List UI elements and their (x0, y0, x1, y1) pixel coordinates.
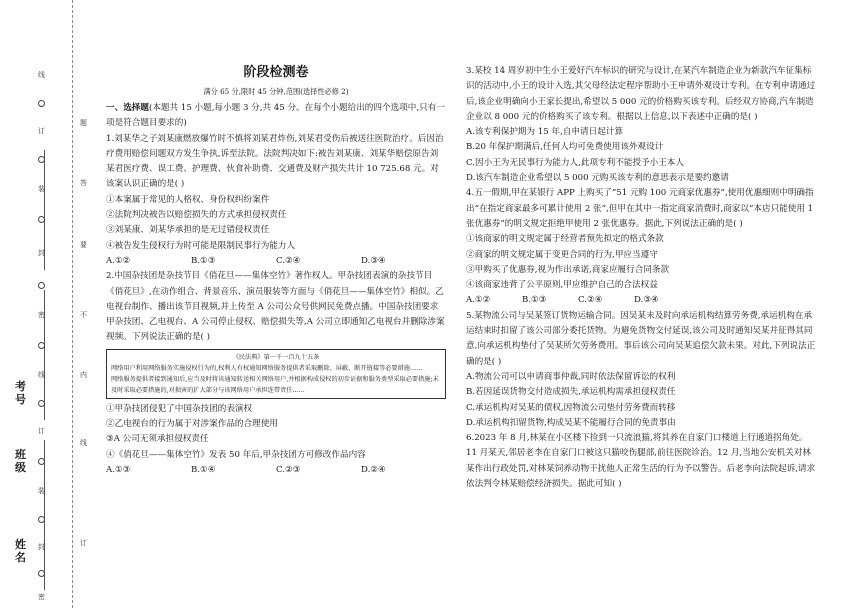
option: D.③④ (361, 255, 386, 266)
label-class: 班级 (15, 448, 26, 474)
binding-char: 封 (38, 543, 45, 551)
binding-hole (38, 516, 45, 523)
binding-char: 封 (38, 249, 45, 257)
label-name: 姓名 (15, 538, 26, 564)
option: B.①③ (191, 255, 216, 266)
section-heading (106, 101, 446, 132)
question-4-item: ③甲购买了优惠券,视为作出承诺,商家应履行合同条款 (466, 264, 670, 275)
binding-hole (38, 282, 45, 289)
question-3-stem: 3.某校 14 周岁初中生小王爱好汽车标识的研究与设计,在某汽车制造企业为新款汽车征集标识的活动中,小王的设计入选,其父母经法定程序帮助小王申请外观设计专利。在专利申请通过后,该企业明确向小王家长提出,希望以 5 000 元的价格购买该专利。后经双方协商,汽车制造企业以 8 000 元的价格购买了该专利。根据以上信息,以下表述中正确的是( ) (466, 66, 816, 122)
binding-hole (38, 342, 45, 349)
question-5-option: A.物流公司可以申请商事仲裁,同时依法保留诉讼的权利 (466, 371, 676, 382)
law-excerpt-line: 网络服务提供者接到通知后,应当及时将该通知转送相关网络用户,并根据构成侵权的初步证据和服务类型采取必要措施;未及时采取必要措施的,对损害的扩大部分与该网络用户承担连带责任…… (111, 375, 439, 394)
binding-char: 装 (38, 487, 45, 495)
page-subtitle: 满分 65 分,限时 45 分钟,范围(选择性必修 2) (203, 87, 349, 96)
binding-char: 订 (38, 127, 45, 135)
option: D.②④ (361, 464, 386, 475)
section-instructions: (本题共 15 小题,每小题 3 分,共 45 分。在每个小题给出的四个选项中,只有一项是符合题目要求的) (106, 103, 445, 129)
binding-dashed-line (72, 0, 73, 608)
binding-char: 装 (38, 185, 45, 193)
binding-char: 订 (38, 427, 45, 435)
question-1-item: ②法院判决被告以赔偿损失的方式承担侵权责任 (106, 210, 287, 221)
option: C.②④ (578, 295, 603, 306)
binding-char: 内 (80, 371, 87, 379)
question-6-stem: 6.2023 年 8 月,林某在小区楼下捡到一只流浪猫,将其养在自家门口楼道上行通道拐角处。11 月某天,邻居老李在自家门口被这只猫咬伤腿部,前往医院诊治。12 月,当地公安机关对林某作出行政处罚,对林某饲养动物干扰他人正常生活的行为予以警告。后老李向法院起诉,请求依法判令林某赔偿经济损失。据此可知( ) (466, 433, 816, 490)
option: D.③④ (634, 295, 659, 306)
option: A.①② (106, 255, 131, 266)
question-2-item: ②乙电视台的行为属于对涉案作品的合理使用 (106, 419, 278, 430)
binding-char: 要 (80, 241, 87, 249)
section-label: 一、选择题 (106, 103, 149, 113)
question-1-item: ③刘某康、刘某华承担的是无过错侵权责任 (106, 225, 270, 236)
question-2-stem: 2.中国杂技团是杂技节目《俏花旦——集体空竹》著作权人。甲杂技团表演的杂技节目《俏花旦》,在动作组合、背景音乐、演员服装等方面与《俏花旦——集体空竹》相似。乙电视台制作、播出该节目视频,并上传至 A 公司公众号供网民免费点播。中国杂技团要求甲杂技团、乙电视台、A 公司停止侵权、赔偿损失等,A 公司立即通知乙电视台并删除涉案视频。下列说法正确的是( ) (106, 271, 445, 343)
option: A.①② (466, 295, 491, 306)
binding-hole (38, 400, 45, 407)
question-2-item: ④《俏花旦——集体空竹》发表 50 年后,甲杂技团方可修改作品内容 (106, 449, 366, 460)
question-2-item: ③A 公司无须承担侵权责任 (106, 434, 209, 445)
law-excerpt-box (106, 349, 446, 399)
question-1-item: ①本案属于常见的人格权、身份权纠纷案件 (106, 194, 270, 205)
question-3-option: A.该专利保护期为 15 年,自申请日起计算 (466, 127, 623, 138)
binding-char: 答 (80, 179, 87, 187)
right-column (466, 64, 818, 492)
option: C.②③ (276, 464, 301, 475)
question-4-stem: 4.五一假期,甲在某银行 APP 上购买了“51 元购 100 元商家优惠券”,使用优惠细则中明确指出“在指定商家最多可累计使用 2 张”,但甲在其中一指定商家消费时,商家以“本店只能使用 1 张优惠券”的明文规定拒绝甲使用 2 张优惠券。据此,下列说法正确的是( ) (466, 188, 814, 229)
binding-hole (38, 458, 45, 465)
binding-hole (38, 156, 45, 163)
option: B.①③ (522, 295, 547, 306)
label-id: 考号 (15, 380, 26, 406)
binding-char: 密 (38, 593, 45, 601)
question-1-item: ④被告发生侵权行为时可能是限制民事行为能力人 (106, 240, 296, 251)
question-5-option: B.若因延误货物交付造成损失,承运机构需承担侵权责任 (466, 387, 676, 398)
question-5-stem: 5.某物流公司与吴某签订货物运输合同。因吴某未及时向承运机构结算劳务费,承运机构在承运结束时扣留了该公司部分委托货物。为避免货物交付延误,该公司及时通知吴某并征得其同意,向承运机构垫付了吴某所欠劳务费用。事后该公司向吴某追偿欠款未果。对此,下列说法正确的是( ) (466, 310, 816, 367)
question-3-option: B.20 年保护期满后,任何人均可免费使用该外观设计 (466, 142, 664, 153)
question-4-item: ②商家的明文规定属于变更合同的行为,甲应当遵守 (466, 249, 658, 260)
question-3-option: C.因小王为无民事行为能力人,此项专利不能授予小王本人 (466, 157, 684, 168)
binding-char: 不 (80, 311, 87, 319)
option: B.①④ (191, 464, 216, 475)
question-5-option: C.承运机构对吴某的债权,因物流公司垫付劳务费而转移 (466, 402, 676, 413)
binding-char: 题 (80, 119, 87, 127)
binding-hole (38, 100, 45, 107)
question-2-options (106, 463, 446, 478)
binding-char: 密 (38, 311, 45, 319)
question-3-option: D.该汽车制造企业希望以 5 000 元购买该专利的意思表示是要约邀请 (466, 173, 729, 184)
question-4-item: ④该商家违背了公平原则,甲应维护自己的合法权益 (466, 280, 658, 291)
binding-char: 订 (80, 539, 87, 547)
binding-char: 线 (38, 71, 45, 79)
binding-hole (38, 216, 45, 223)
binding-char: 线 (80, 439, 87, 447)
option: A.①③ (106, 464, 131, 475)
question-4-options (466, 293, 818, 308)
question-4-item: ①该商家的明文规定属于经营者预先拟定的格式条款 (466, 234, 664, 245)
question-1-options (106, 254, 446, 269)
law-excerpt-heading: 《民法典》第一千一百九十五条 (232, 353, 320, 361)
question-5-option: D.承运机构扣留货物,构成吴某不能履行合同的免责事由 (466, 417, 676, 428)
question-2-item: ①甲杂技团侵犯了中国杂技团的表演权 (106, 403, 253, 414)
page-title: 阶段检测卷 (243, 65, 309, 80)
binding-char: 线 (38, 371, 45, 379)
binding-hole (38, 570, 45, 577)
option: C.②④ (276, 255, 301, 266)
binding-margin (0, 0, 96, 608)
law-excerpt-line: 网络用户利用网络服务实施侵权行为的,权利人有权通知网络服务提供者采取删除、屏蔽、断开链接等必要措施…… (111, 364, 423, 372)
left-column (106, 64, 446, 478)
question-1-stem: 1.刘某华之子刘某康燃放爆竹时不慎将刘某君炸伤,刘某君受伤后被送往医院治疗。后因治疗费用赔偿问题双方发生争执,诉至法院。法院判决如下:被告刘某康、刘某华赔偿原告刘某君医疗费、误工费、护理费、伙食补助费、交通费及财产损失共计 10 725.68 元。对该案认识正确的是( ) (106, 133, 444, 190)
